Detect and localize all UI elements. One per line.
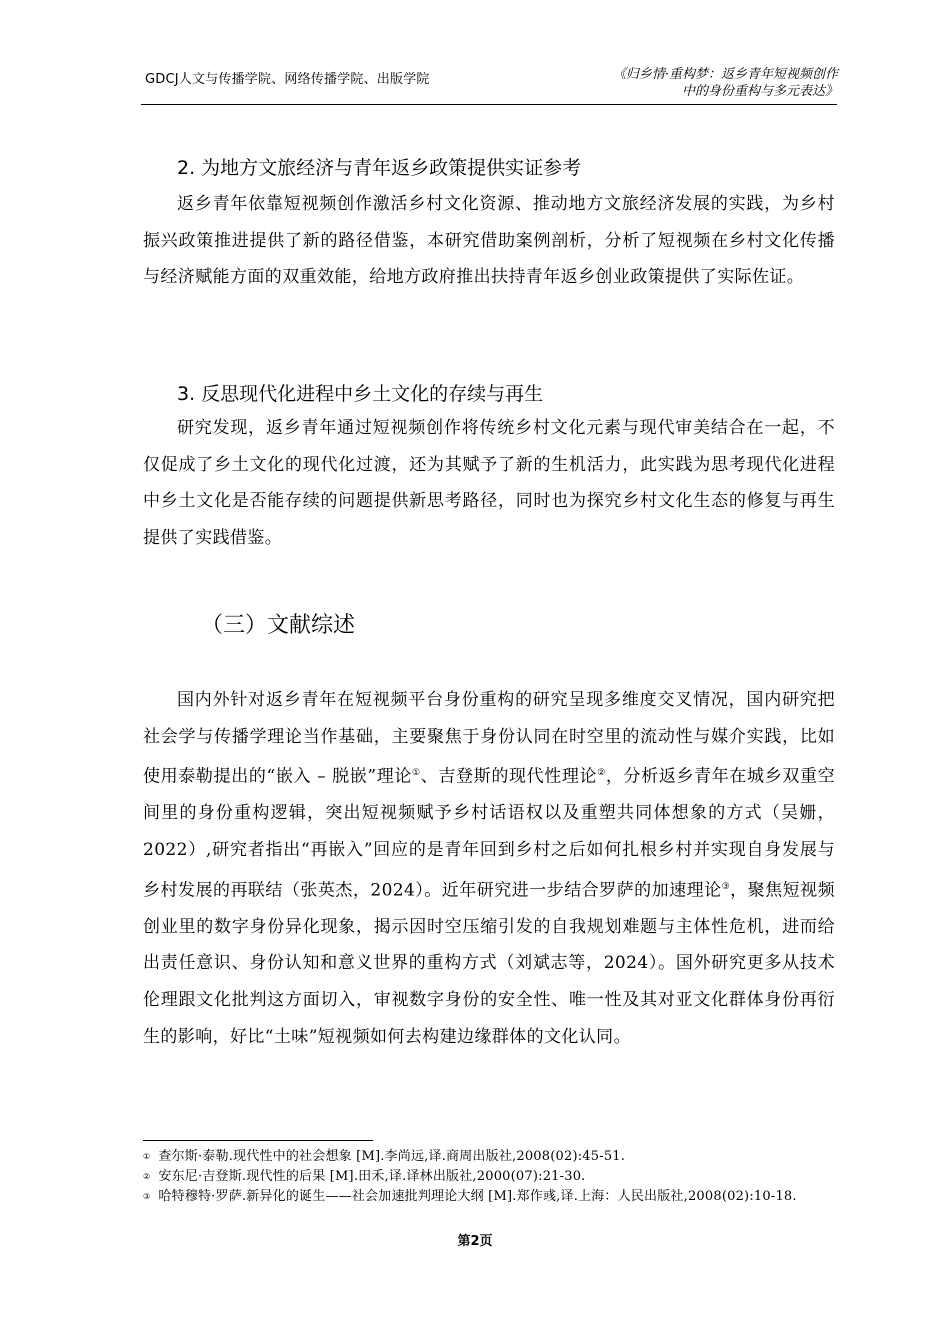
- section-2-body: 返乡青年依靠短视频创作激活乡村文化资源、推动地方文旅经济发展的实践，为乡村振兴政策推进提供了新的路径借鉴，本研究借助案例剖析，分析了短视频在乡村文化传播与经济赋能方面的双重效能，给地方政府推出扶持青年返乡创业政策提供了实际佐证。: [143, 194, 835, 288]
- header-divider: [141, 104, 837, 105]
- header-title-line1: 《归乡情·重构梦：返乡青年短视频创作: [612, 67, 838, 82]
- footnote-1: [143, 1147, 835, 1167]
- footnote-2: [143, 1167, 835, 1187]
- header-title: [538, 66, 838, 100]
- review-text-part1: 国内外针对返乡青年在短视频平台身份重构的研究呈现多维度交叉情况，国内研究把社会学与传播学理论当作基础，主要聚焦于身份认同在时空里的流动性与媒介实践，比如使用泰勒提出的“嵌入 – 脱嵌”理论: [143, 690, 835, 787]
- footnote-text: 查尔斯·泰勒.现代性中的社会想象 [M].李尚远,译.商周出版社,2008(02):45-51.: [158, 1149, 626, 1164]
- header-title-line2: 中的身份重构与多元表达》: [681, 84, 838, 99]
- footnote-mark: ①: [143, 1152, 151, 1161]
- section-3-body: 研究发现，返乡青年通过短视频创作将传统乡村文化元素与现代审美结合在一起，不仅促成了乡土文化的现代化过渡，还为其赋予了新的生机活力，此实践为思考现代化进程中乡土文化是否能存续的问题提供新思考路径，同时也为探究乡村文化生态的修复与再生提供了实践借鉴。: [143, 418, 835, 548]
- literature-review-body: [143, 682, 835, 1055]
- footnote-divider: [143, 1140, 373, 1141]
- review-text-part2: 、吉登斯的现代性理论: [420, 766, 598, 787]
- footnote-ref-3[interactable]: ③: [721, 881, 731, 892]
- footnote-text: 安东尼·吉登斯.现代性的后果 [M].田禾,译.译林出版社,2000(07):21-30.: [158, 1169, 586, 1184]
- footnotes: [143, 1147, 835, 1207]
- header-institution: GDCJ人文与传播学院、网络传播学院、出版学院: [145, 72, 430, 87]
- footnote-text: 哈特穆特·罗萨.新异化的诞生——社会加速批判理论大纲 [M].郑作彧,译.上海：人民出版社,2008(02):10-18.: [158, 1189, 797, 1204]
- footnote-mark: ③: [143, 1192, 151, 1201]
- page-number: 第2页: [457, 1234, 493, 1249]
- footnote-ref-1[interactable]: ①: [412, 768, 421, 779]
- section-2-heading: 2. 为地方文旅经济与青年返乡政策提供实证参考: [177, 157, 582, 179]
- literature-review-heading: （三）文献综述: [201, 613, 356, 638]
- footnote-ref-2[interactable]: ②: [597, 768, 606, 779]
- footnote-mark: ②: [143, 1172, 151, 1181]
- footnote-3: [143, 1187, 835, 1207]
- review-text-part4: ，聚焦短视频创业里的数字身份异化现象，揭示因时空压缩引发的自我规划难题与主体性危机，进而给出责任意识、身份认知和意义世界的重构方式（刘斌志等，2024）。国外研究更多从技术伦理跟文化批判这方面切入，审视数字身份的安全性、唯一性及其对亚文化群体身份再衍生的影响，好比“土味”短视频如何去构建边缘群体的文化认同。: [143, 880, 835, 1047]
- review-text-part3: ，分析返乡青年在城乡双重空间里的身份重构逻辑，突出短视频赋予乡村话语权以及重塑共同体想象的方式（吴姗，2022）,研究者指出“再嵌入”回应的是青年回到乡村之后如何扎根乡村并实现自身发展与乡村发展的再联结（张英杰，2024）。近年研究进一步结合罗萨的加速理论: [143, 766, 836, 901]
- section-3-heading: 3. 反思现代化进程中乡土文化的存续与再生: [177, 383, 544, 405]
